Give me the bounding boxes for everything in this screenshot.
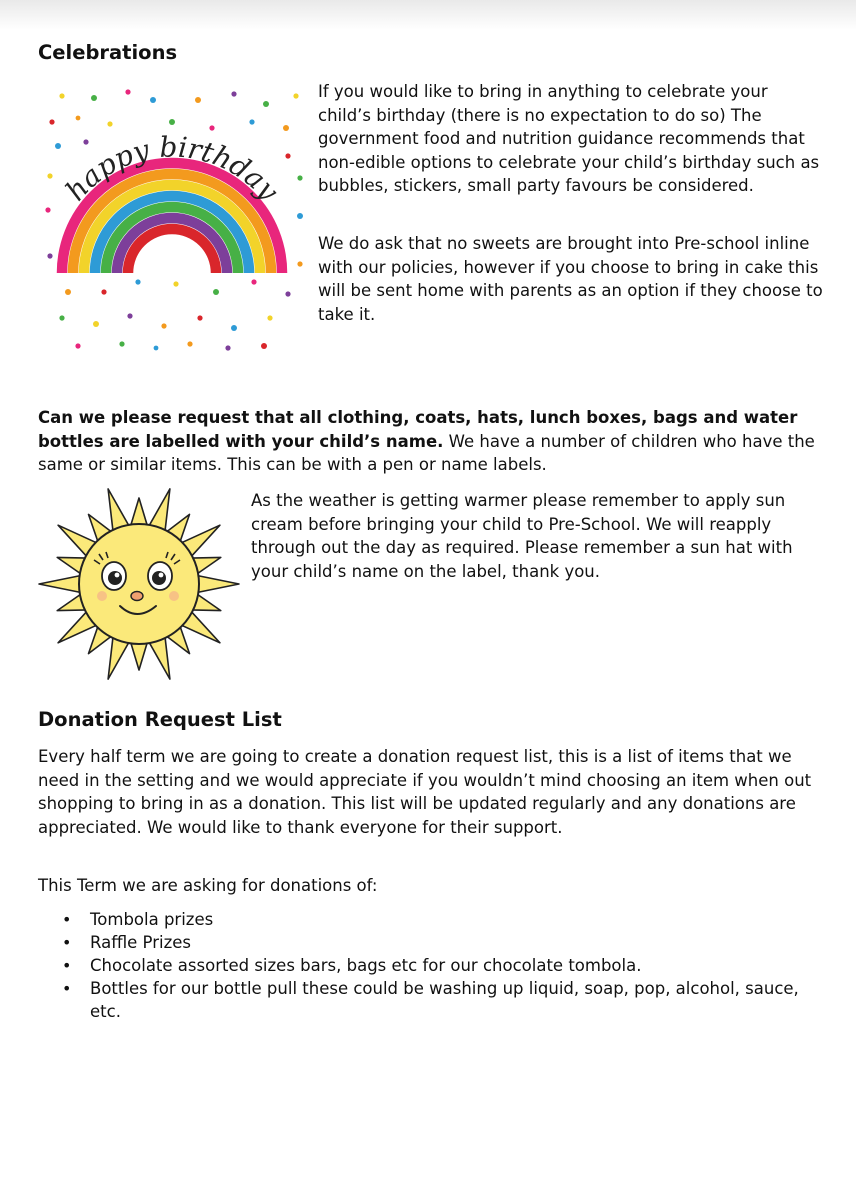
bullet-icon: •: [62, 910, 72, 929]
donation-items-list: [38, 908, 818, 1023]
list-item: • Tombola prizes: [62, 910, 214, 929]
celebrations-heading: Celebrations: [38, 41, 178, 64]
bullet-icon: •: [62, 956, 72, 975]
celebrations-paragraph-1: If you would like to bring in anything to celebrate your child’s birthday (there is no expectation to do so) The government food and nutrition guidance recommends that non-edible options to celebrate your child’s birthday such as bubbles, stickers, small party favours be considered.: [318, 82, 820, 195]
list-item: • Chocolate assorted sizes bars, bags etc for our chocolate tombola.: [62, 956, 642, 975]
labelling-request-rest: We have a number of children who have the same or similar items. This can be with a pen or name labels.: [38, 431, 815, 474]
bullet-icon: •: [62, 979, 72, 998]
sun-ray: [196, 575, 239, 592]
celebrations-paragraph-2: We do ask that no sweets are brought into Pre-school inline with our policies, however if you choose to bring in cake this will be sent home with parents as an option if they choose to take it.: [318, 234, 823, 324]
sun-ray: [39, 575, 82, 592]
donation-intro: Every half term we are going to create a donation request list, this is a list of items that we need in the setting and we would appreciate if you wouldn’t mind choosing an item when out shopping to bring in as a donation. This list will be updated regularly and any donations are appreciated. We would like to thank everyone for their support.: [38, 747, 812, 837]
labelling-request: [38, 406, 828, 477]
sun-face: [79, 524, 199, 644]
bullet-icon: •: [62, 933, 72, 952]
sun-nose: [131, 592, 143, 601]
sun-ray: [130, 641, 147, 670]
list-item: • Bottles for our bottle pull these could be washing up liquid, soap, pop, alcohol, sauce, etc.: [62, 979, 799, 1021]
sun-cream-paragraph: As the weather is getting warmer please remember to apply sun cream before bringing your child to Pre-School. We will reapply through out the day as required. Please remember a sun hat with your child’s name on the label, thank you.: [251, 491, 793, 581]
donation-lead: This Term we are asking for donations of:: [38, 876, 378, 895]
labelling-request-bold: Can we please request that all clothing, coats, hats, lunch boxes, bags and water bottles are labelled with your child’s name.: [38, 408, 798, 451]
smiling-sun-illustration: [36, 484, 242, 690]
list-item: • Raffle Prizes: [62, 933, 191, 952]
donation-heading: Donation Request List: [38, 708, 282, 731]
happy-birthday-lettering: happy birthday: [58, 130, 286, 208]
page-top-shade: [0, 0, 856, 30]
sun-ray: [130, 498, 147, 527]
rainbow-birthday-illustration: [38, 78, 308, 354]
